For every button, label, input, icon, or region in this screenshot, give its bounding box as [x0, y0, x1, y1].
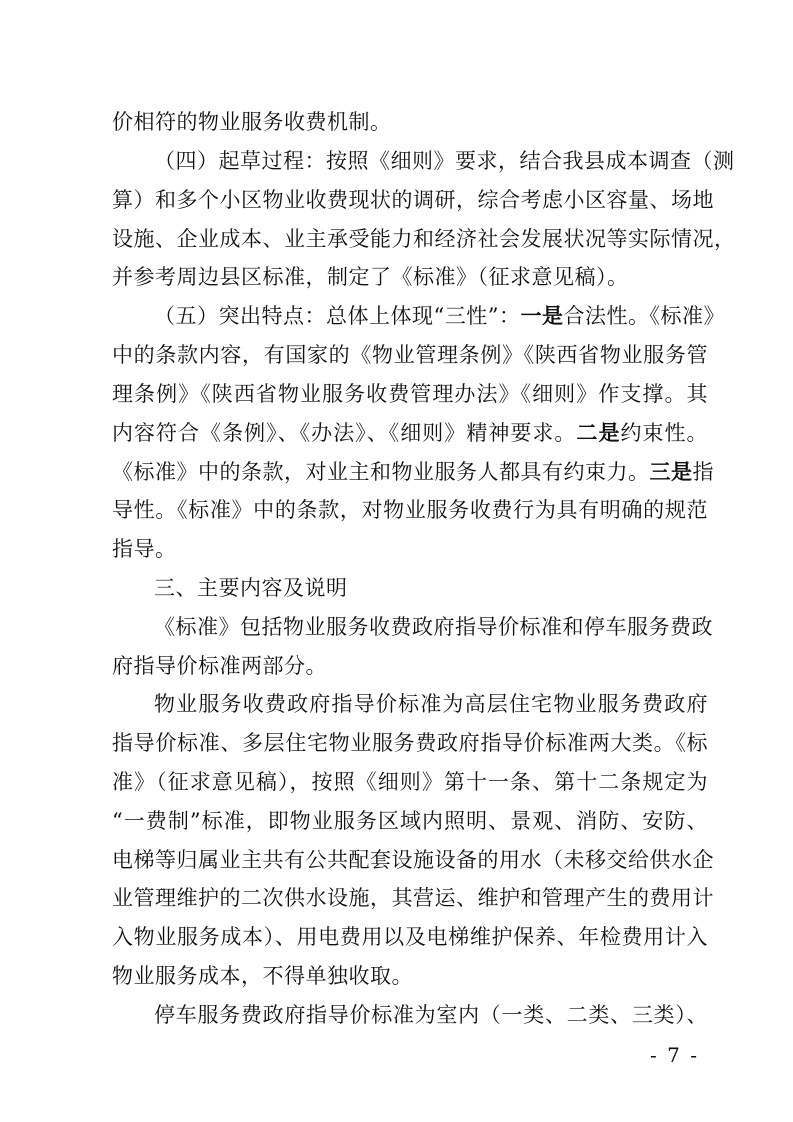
paragraph-line: 物业服务成本，不得单独收取。: [112, 964, 413, 988]
paragraph-line: 入物业服务成本）、用电费用以及电梯维护保养、年检费用计入: [112, 925, 708, 949]
paragraph-line: 理条例》《陕西省物业服务收费管理办法》《细则》作支撑。其: [112, 382, 708, 406]
paragraph-line: 价相符的物业服务收费机制。: [112, 110, 392, 134]
text-run: 内容符合《条例》、《办法》、《细则》精神要求。: [112, 421, 577, 445]
paragraph-line: 府指导价标准两部分。: [112, 654, 327, 678]
paragraph-line: 物业服务收费政府指导价标准为高层住宅物业服务费政府: [154, 692, 708, 716]
paragraph-line: [112, 418, 708, 448]
paragraph-line: 电梯等归属业主共有公共配套设施设备的用水（未移交给供水企: [112, 848, 714, 872]
page-number: - 7 -: [650, 1043, 699, 1067]
text-run: 约束性。: [620, 421, 709, 445]
paragraph-line: 算）和多个小区物业收费现状的调研，综合考虑小区容量、场地: [112, 188, 714, 212]
paragraph-line: 《标准》包括物业服务收费政府指导价标准和停车服务费政: [154, 615, 713, 639]
text-run: 指: [692, 460, 714, 484]
text-run: 合法性。《标准》: [563, 304, 725, 328]
paragraph-line: 导性。《标准》中的条款，对物业服务收费行为具有明确的规范: [112, 498, 708, 522]
bold-marker: 一是: [520, 304, 564, 328]
paragraph-line: （四）起草过程：按照《细则》要求，结合我县成本调查（测: [154, 149, 735, 173]
paragraph-line: 中的条款内容，有国家的《物业管理条例》《陕西省物业服务管: [112, 343, 708, 367]
text-run: 《标准》中的条款，对业主和物业服务人都具有约束力。: [112, 460, 650, 484]
paragraph-line: 并参考周边县区标准，制定了《标准》（征求意见稿）。: [112, 265, 629, 289]
bold-marker: 二是: [576, 421, 621, 445]
bold-marker: 三是: [649, 460, 693, 484]
paragraph-line: 停车服务费政府指导价标准为室内（一类、二类、三类）、: [154, 1003, 708, 1027]
paragraph-line: 设施、企业成本、业主承受能力和经济社会发展状况等实际情况，: [112, 227, 736, 251]
text-run: （五）突出特点：总体上体现“三性”：: [154, 304, 521, 328]
paragraph-line: 业管理维护的二次供水设施，其营运、维护和管理产生的费用计: [112, 886, 714, 910]
paragraph-line: 准》（征求意见稿），按照《细则》第十一条、第十二条规定为: [112, 770, 708, 794]
paragraph-line: [154, 301, 725, 331]
paragraph-line: 指导价标准、多层住宅物业服务费政府指导价标准两大类。《标: [112, 731, 708, 755]
paragraph-line: 指导。: [112, 537, 177, 561]
section-heading: 三、主要内容及说明: [154, 576, 348, 600]
paragraph-line: [112, 457, 714, 487]
paragraph-line: “一费制”标准，即物业服务区域内照明、景观、消防、安防、: [112, 809, 708, 833]
